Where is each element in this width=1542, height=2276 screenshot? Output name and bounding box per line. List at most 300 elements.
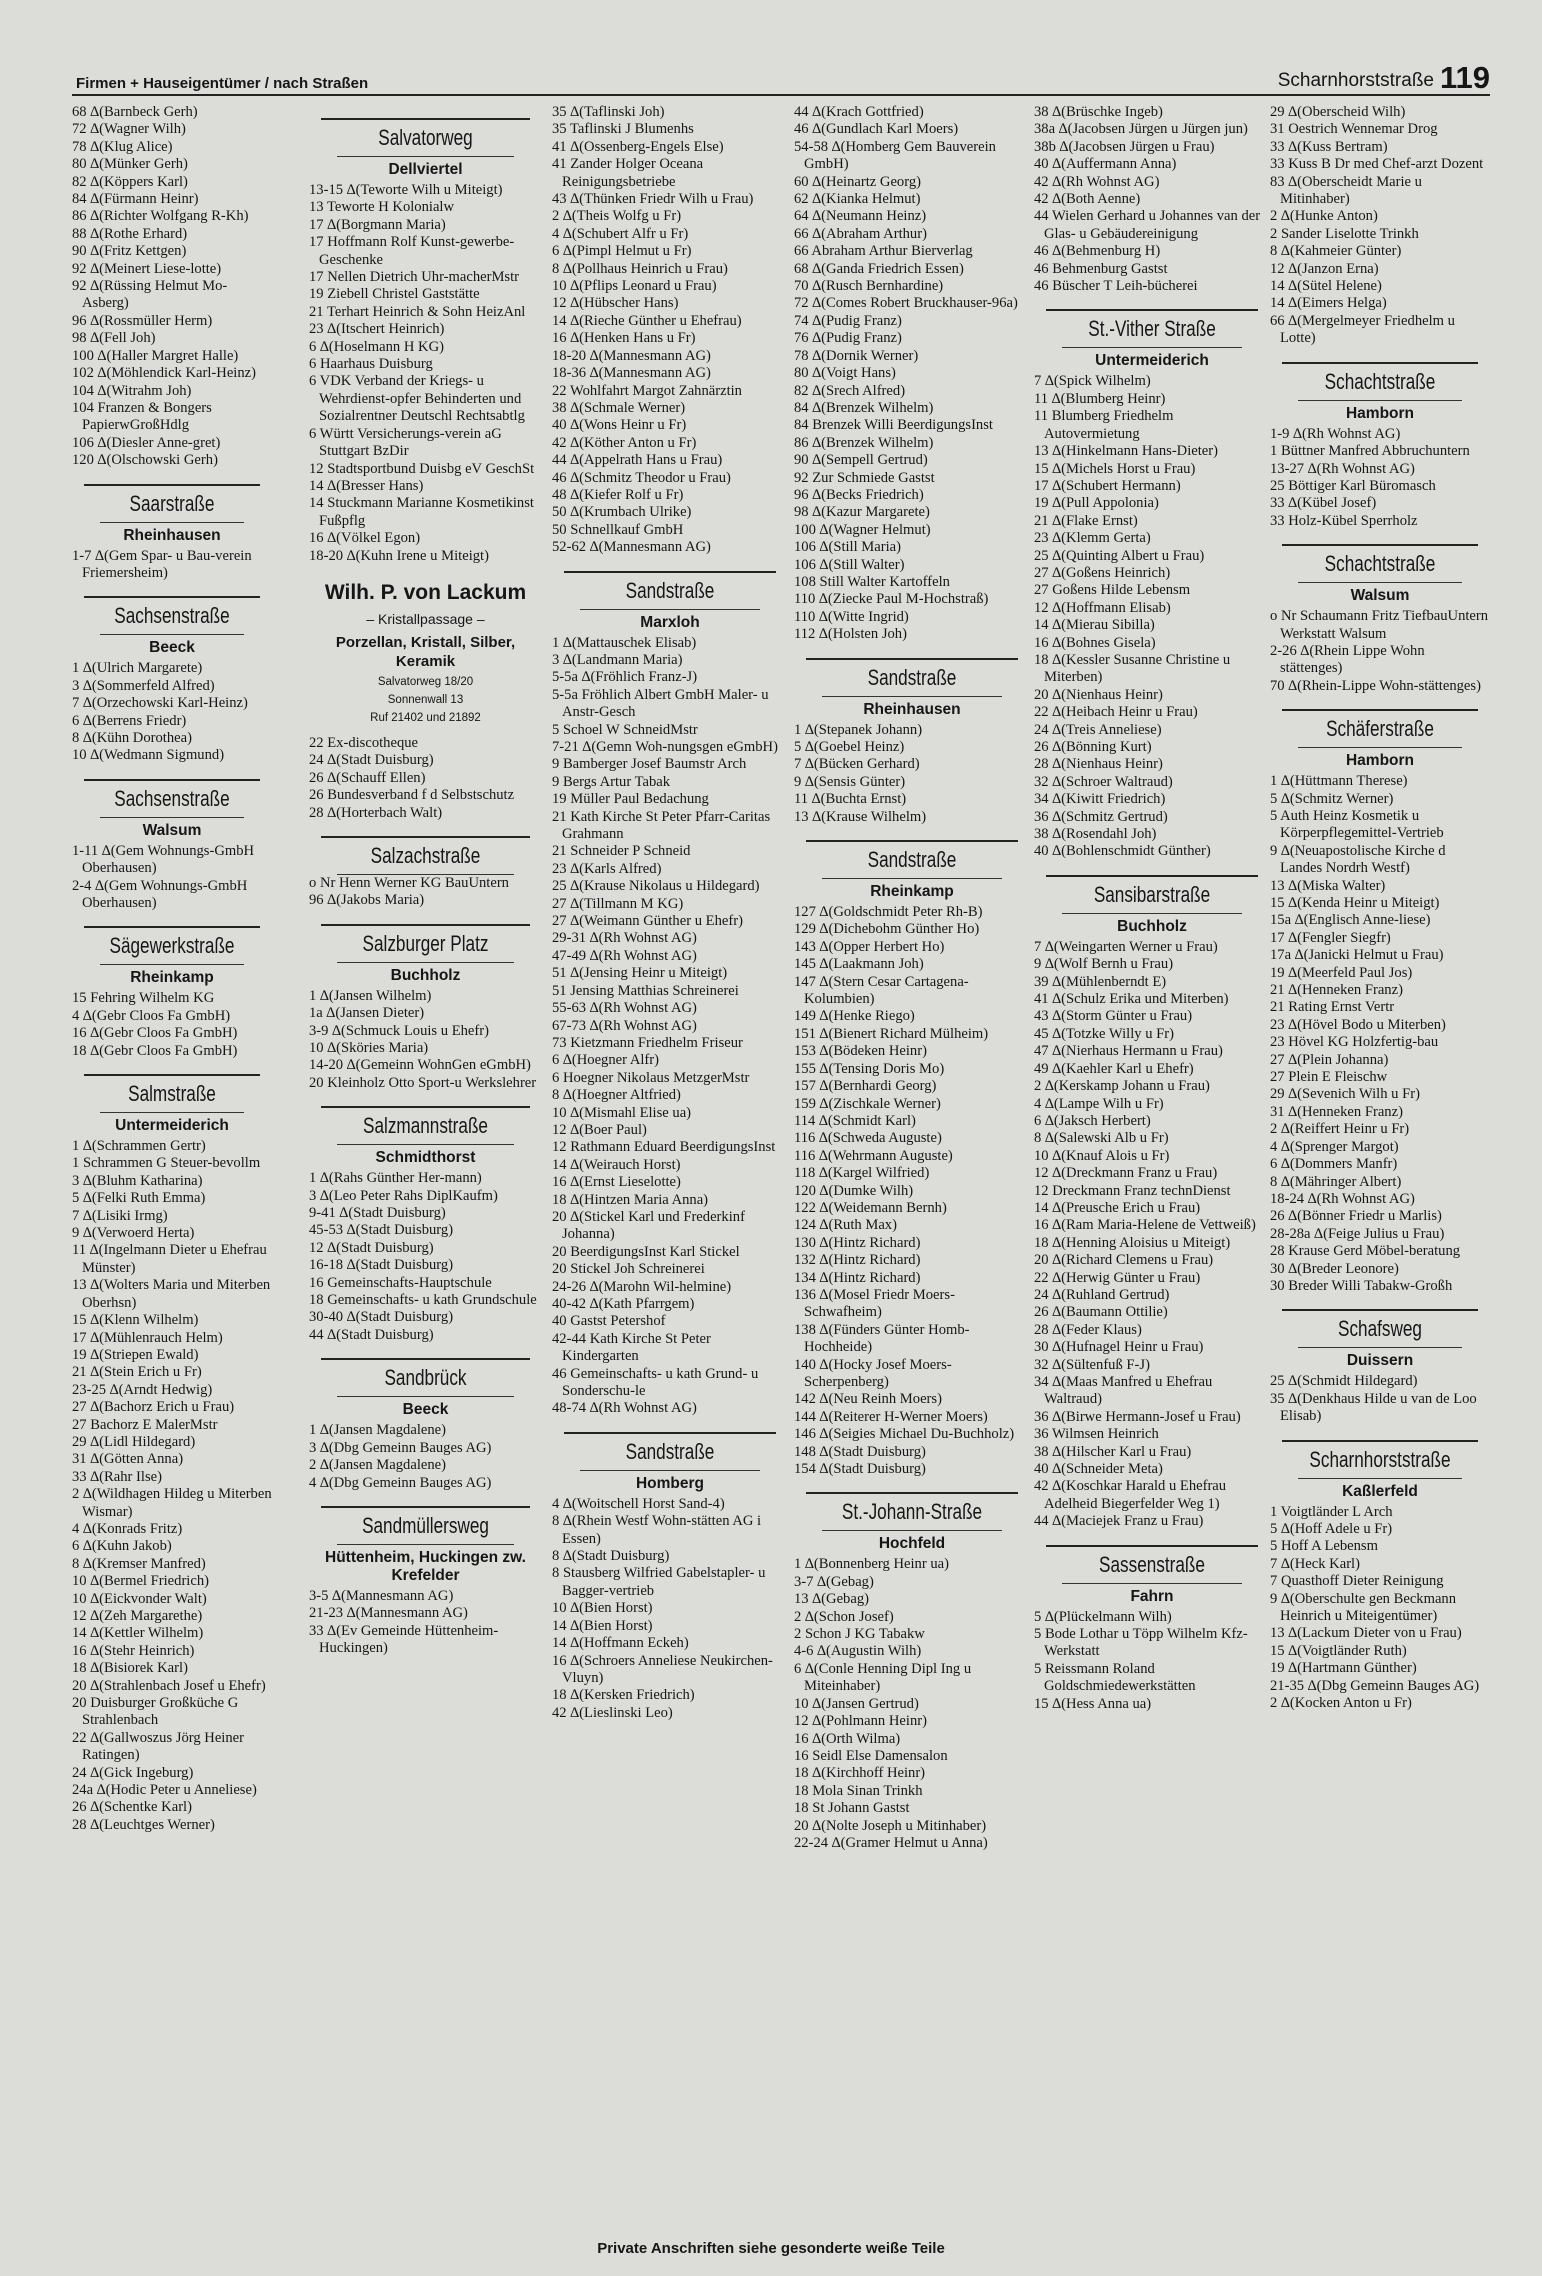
district-divider (822, 878, 1002, 879)
directory-entry: 46 ∆(Gundlach Karl Moers) (794, 121, 959, 138)
directory-entry: 28 ∆(Nienhaus Heinr) (1034, 756, 1163, 773)
district-heading: Fahrn (1130, 1587, 1174, 1605)
directory-entry: 18-24 ∆(Rh Wohnst AG) (1270, 1190, 1415, 1207)
directory-entry: 3-9 ∆(Schmuck Louis u Ehefr) (309, 1022, 489, 1039)
directory-entry: 16-18 ∆(Stadt Duisburg) (309, 1257, 454, 1274)
directory-entry: 148 ∆(Stadt Duisburg) (794, 1443, 926, 1460)
directory-entry: 66 Abraham Arthur Bierverlag (794, 243, 973, 260)
street-divider (84, 1074, 260, 1076)
directory-entry: 27 ∆(Tillmann M KG) (552, 895, 684, 912)
directory-entry: 11 ∆(Ingelmann Dieter u Ehefrau Münster) (72, 1242, 267, 1276)
directory-entry: o Nr Schaumann Fritz TiefbauUntern Werkstatt Walsum (1270, 608, 1489, 642)
directory-entry: 5 ∆(Schmitz Werner) (1270, 790, 1394, 807)
directory-entry: 45 ∆(Totzke Willy u Fr) (1034, 1025, 1174, 1042)
directory-entry: 17 ∆(Fengler Siegfr) (1270, 929, 1391, 946)
directory-entry: 14 ∆(Preusche Erich u Frau) (1034, 1199, 1201, 1216)
column-6 (1270, 104, 1490, 2240)
district-divider (100, 634, 244, 635)
header-section-title: Firmen + Hauseigentümer / nach Straßen (76, 75, 369, 92)
directory-entry: 145 ∆(Laakmann Joh) (794, 956, 924, 973)
directory-entry: 22 ∆(Gallwoszus Jörg Heiner Ratingen) (72, 1729, 244, 1764)
directory-entry: 155 ∆(Tensing Doris Mo) (794, 1060, 945, 1077)
directory-entry: 27 ∆(Goßens Heinrich) (1034, 564, 1171, 581)
directory-entry: 13 ∆(Krause Wilhelm) (794, 808, 927, 825)
directory-entry: 3-5 ∆(Mannesmann AG) (309, 1587, 454, 1604)
district-heading: Walsum (142, 821, 202, 839)
directory-entry: 14 ∆(Bresser Hans) (309, 477, 424, 494)
directory-entry: 84 Brenzek Willi BeerdigungsInst (794, 417, 993, 434)
directory-entry: 23 ∆(Karls Alfred) (552, 860, 662, 877)
directory-entry: 14 ∆(Weirauch Horst) (552, 1156, 681, 1173)
directory-entry: 54-58 ∆(Homberg Gem Bauverein GmbH) (794, 138, 996, 173)
directory-entry: 19 ∆(Striepen Ewald) (72, 1346, 199, 1363)
directory-entry: 102 ∆(Möhlendick Karl-Heinz) (72, 365, 256, 382)
directory-entry: 38 ∆(Schmale Werner) (552, 399, 686, 416)
directory-entry: 82 ∆(Köppers Karl) (72, 173, 188, 190)
advertisement (309, 581, 542, 725)
directory-entry: 60 ∆(Heinartz Georg) (794, 173, 921, 190)
directory-entry: 6 Württ Versicherungs-verein aG Stuttgart BzDir (309, 425, 502, 460)
directory-entry: 44 ∆(Maciejek Franz u Frau) (1034, 1513, 1204, 1530)
directory-entry: 44 ∆(Appelrath Hans u Frau) (552, 452, 723, 469)
district-divider (337, 1144, 514, 1145)
directory-entry: 49 ∆(Kaehler Karl u Ehefr) (1034, 1060, 1194, 1077)
district-heading: Rheinhausen (863, 700, 961, 718)
directory-entry: 6 ∆(Hoselmann H KG) (309, 338, 444, 355)
directory-entry: 33 ∆(Kuss Bertram) (1270, 138, 1388, 155)
directory-entry: 12 Rathmann Eduard BeerdigungsInst (552, 1139, 776, 1156)
directory-entry: 41 ∆(Schulz Erika und Miterben) (1034, 991, 1229, 1008)
directory-entry: 18-20 ∆(Kuhn Irene u Miteigt) (309, 547, 489, 564)
directory-entry: 124 ∆(Ruth Max) (794, 1217, 897, 1234)
street-divider (1046, 875, 1258, 877)
directory-entry: 29 ∆(Lidl Hildegard) (72, 1433, 196, 1450)
directory-entry: 18 St Johann Gastst (794, 1800, 910, 1817)
directory-entry: 4 ∆(Konrads Fritz) (72, 1520, 183, 1537)
directory-entry: 78 ∆(Dornik Werner) (794, 347, 919, 364)
directory-entry: 18 Mola Sinan Trinkh (794, 1782, 923, 1799)
district-heading: Kaßlerfeld (1342, 1482, 1418, 1500)
directory-entry: 21 Kath Kirche St Peter Pfarr-Caritas Grahmann (552, 808, 771, 843)
directory-entry: 2 ∆(Kerskamp Johann u Frau) (1034, 1078, 1210, 1095)
directory-entry: 62 ∆(Kianka Helmut) (794, 191, 921, 208)
district-heading: Beeck (149, 639, 195, 657)
ad-wares: Porzellan, Kristall, Silber, Keramik (335, 633, 516, 670)
directory-entry: 6 ∆(Berrens Friedr) (72, 712, 187, 729)
directory-entry: 42 ∆(Koschkar Harald u Ehefrau Adelheid Biegerfelder Weg 1) (1034, 1478, 1227, 1512)
directory-entry: 10 ∆(Bien Horst) (552, 1600, 653, 1617)
directory-entry: 153 ∆(Bödeken Heinr) (794, 1043, 927, 1060)
directory-entry: 15a ∆(Englisch Anne-liese) (1270, 912, 1431, 929)
street-heading: Sassenstraße (1099, 1551, 1205, 1577)
directory-entry: 46 ∆(Schmitz Theodor u Frau) (552, 469, 731, 486)
directory-entry: 21 Rating Ernst Vertr (1270, 999, 1395, 1016)
directory-entry: 22 Ex-discotheque (309, 734, 419, 751)
directory-entry: 18 ∆(Gebr Cloos Fa GmbH) (72, 1042, 238, 1059)
street-heading: Sansibarstraße (1093, 881, 1211, 907)
directory-entry: 1-7 ∆(Gem Spar- u Bau-verein Friemersheim) (72, 547, 252, 581)
directory-entry: 76 ∆(Pudig Franz) (794, 330, 902, 347)
district-heading: Rheinkamp (870, 883, 954, 901)
directory-entry: 19 Müller Paul Bedachung (552, 791, 709, 808)
directory-entry: 20 ∆(Nolte Joseph u Mitinhaber) (794, 1817, 987, 1834)
directory-entry: 28-28a ∆(Feige Julius u Frau) (1270, 1225, 1445, 1242)
directory-entry: 33 ∆(Rahr Ilse) (72, 1468, 162, 1485)
directory-entry: 90 ∆(Fritz Kettgen) (72, 243, 187, 260)
directory-entry: 8 ∆(Salewski Alb u Fr) (1034, 1130, 1169, 1147)
directory-entry: 20 Duisburger Großküche G Strahlenbach (72, 1695, 239, 1729)
directory-entry: 13 ∆(Lackum Dieter von u Frau) (1270, 1625, 1462, 1642)
directory-entry: 106 ∆(Still Maria) (794, 539, 902, 556)
directory-entry: 11 ∆(Blumberg Heinr) (1034, 390, 1166, 407)
directory-entry: 15 ∆(Klenn Wilhelm) (72, 1312, 199, 1329)
directory-entry: 20 ∆(Richard Clemens u Frau) (1034, 1252, 1214, 1269)
directory-entry: 42 ∆(Lieslinski Leo) (552, 1704, 673, 1721)
district-divider (580, 1470, 760, 1471)
directory-entry: 1 ∆(Rahs Günther Her-mann) (309, 1170, 482, 1187)
street-heading: Salzmannstraße (363, 1113, 488, 1139)
street-divider (84, 926, 260, 928)
directory-entry: 46 ∆(Behmenburg H) (1034, 243, 1161, 260)
directory-entry: 83 ∆(Oberscheidt Marie u Mitinhaber) (1270, 173, 1422, 208)
directory-entry: 20 BeerdigungsInst Karl Stickel (552, 1243, 740, 1260)
directory-entry: 27 Plein E Fleischw (1270, 1069, 1388, 1086)
directory-entry: 38 ∆(Hilscher Karl u Frau) (1034, 1443, 1192, 1460)
directory-entry: 2 ∆(Wildhagen Hildeg u Miterben Wismar) (72, 1486, 272, 1520)
directory-entry: 68 ∆(Barnbeck Gerh) (72, 104, 198, 120)
directory-entry: 20 Kleinholz Otto Sport-u Werkslehrer (309, 1074, 537, 1091)
directory-entry: 7 ∆(Lisiki Irmg) (72, 1207, 168, 1224)
directory-entry: 26 ∆(Bönner Friedr u Marlis) (1270, 1208, 1442, 1225)
directory-entry: 36 ∆(Birwe Hermann-Josef u Frau) (1034, 1408, 1241, 1425)
directory-entry: 20 ∆(Nienhaus Heinr) (1034, 686, 1163, 703)
directory-entry: 151 ∆(Bienert Richard Mülheim) (794, 1025, 989, 1042)
directory-entry: 13-27 ∆(Rh Wohnst AG) (1270, 460, 1415, 477)
district-heading: Untermeiderich (1095, 352, 1209, 370)
directory-entry: 16 ∆(Ram Maria-Helene de Vettweiß) (1034, 1217, 1256, 1234)
district-divider (337, 962, 514, 963)
directory-entry: 42 ∆(Both Aenne) (1034, 191, 1141, 208)
directory-entry: 1 ∆(Hüttmann Therese) (1270, 773, 1408, 790)
column-2 (309, 104, 542, 2240)
directory-entry: 6 ∆(Jaksch Herbert) (1034, 1112, 1151, 1129)
directory-entry: 122 ∆(Weidemann Bernh) (794, 1199, 947, 1216)
directory-entry: 27 ∆(Bachorz Erich u Frau) (72, 1399, 235, 1416)
directory-entry: 3 ∆(Leo Peter Rahs DiplKaufm) (309, 1187, 498, 1204)
directory-entry: 6 ∆(Dommers Manfr) (1270, 1156, 1398, 1173)
directory-entry: 18 ∆(Kersken Friedrich) (552, 1687, 695, 1704)
directory-entry: 27 ∆(Plein Johanna) (1270, 1051, 1389, 1068)
directory-entry: 9 ∆(Oberschulte gen Beckmann Heinrich u Miteigentümer) (1270, 1590, 1457, 1624)
directory-entry: 104 Franzen & Bongers PapierwGroßHdlg (72, 399, 212, 434)
directory-entry: 48 ∆(Kiefer Rolf u Fr) (552, 486, 684, 503)
street-divider (1282, 362, 1478, 364)
directory-entry: 159 ∆(Zischkale Werner) (794, 1095, 941, 1112)
street-heading: Sandstraße (867, 664, 957, 690)
directory-entry: 10 ∆(Mismahl Elise ua) (552, 1104, 692, 1121)
directory-entry: 149 ∆(Henke Riego) (794, 1008, 915, 1025)
directory-entry: 5 ∆(Plückelmann Wilh) (1034, 1608, 1172, 1625)
district-divider (100, 964, 244, 965)
street-heading: Schafsweg (1338, 1316, 1422, 1342)
street-divider (321, 1358, 530, 1360)
directory-entry: 13 Teworte H Kolonialw (309, 199, 455, 216)
directory-entry: 84 ∆(Brenzek Wilhelm) (794, 399, 934, 416)
directory-entry: 116 ∆(Wehrmann Auguste) (794, 1147, 953, 1164)
directory-entry: 2 ∆(Jansen Magdalene) (309, 1457, 446, 1474)
district-divider (1062, 1583, 1242, 1584)
directory-entry: 34 ∆(Maas Manfred u Ehefrau Waltraud) (1034, 1374, 1213, 1408)
directory-entry: 55-63 ∆(Rh Wohnst AG) (552, 1000, 697, 1017)
directory-entry: 18-36 ∆(Mannesmann AG) (552, 365, 711, 382)
directory-entry: 22 Wohlfahrt Margot Zahnärztin (552, 382, 742, 399)
directory-entry: 9 ∆(Wolf Bernh u Frau) (1034, 956, 1174, 973)
directory-entry: 2-26 ∆(Rhein Lippe Wohn stättenges) (1270, 642, 1425, 677)
street-divider (84, 779, 260, 781)
directory-entry: 19 ∆(Pull Appolonia) (1034, 495, 1159, 512)
directory-entry: 5 ∆(Goebel Heinz) (794, 739, 905, 755)
street-divider (564, 1432, 776, 1434)
directory-entry: 18 ∆(Bisiorek Karl) (72, 1660, 188, 1677)
directory-entry: 26 ∆(Bönning Kurt) (1034, 739, 1152, 755)
street-divider (1282, 709, 1478, 711)
directory-entry: 118 ∆(Kargel Wilfried) (794, 1165, 930, 1182)
directory-entry: 33 ∆(Kübel Josef) (1270, 495, 1377, 512)
directory-entry: 2 ∆(Hunke Anton) (1270, 208, 1378, 225)
directory-entry: 2-4 ∆(Gem Wohnungs-GmbH Oberhausen) (72, 877, 248, 911)
district-divider (337, 156, 514, 157)
directory-entry: 3 ∆(Bluhm Katharina) (72, 1172, 203, 1189)
directory-entry: 144 ∆(Reiterer H-Werner Moers) (794, 1408, 988, 1425)
directory-entry: 31 ∆(Götten Anna) (72, 1451, 184, 1468)
directory-entry: 33 ∆(Ev Gemeinde Hüttenheim-Huckingen) (309, 1622, 499, 1657)
directory-entry: 90 ∆(Sempell Gertrud) (794, 452, 928, 469)
directory-entry: 18 ∆(Kirchhoff Heinr) (794, 1765, 926, 1782)
directory-entry: 8 ∆(Kahmeier Günter) (1270, 243, 1402, 260)
directory-entry: 104 ∆(Witrahm Joh) (72, 382, 192, 399)
directory-entry: 3 ∆(Dbg Gemeinn Bauges AG) (309, 1439, 492, 1456)
directory-entry: 28 ∆(Horterbach Walt) (309, 804, 443, 821)
directory-entry: 20 ∆(Strahlenbach Josef u Ehefr) (72, 1677, 266, 1694)
directory-entry: 112 ∆(Holsten Joh) (794, 626, 907, 643)
directory-entry: 4 ∆(Schubert Alfr u Fr) (552, 225, 689, 242)
directory-entry: 16 ∆(Bohnes Gisela) (1034, 634, 1156, 651)
directory-entry: 43 ∆(Thünken Friedr Wilh u Frau) (552, 191, 754, 208)
directory-entry: 31 Oestrich Wennemar Drog (1270, 121, 1438, 138)
directory-entry: 86 ∆(Brenzek Wilhelm) (794, 434, 934, 451)
directory-entry: 46 Behmenburg Gastst (1034, 260, 1168, 277)
ad-passage: – Kristallpassage – (366, 610, 485, 627)
directory-entry: 146 ∆(Seigies Michael Du-Buchholz) (794, 1426, 1015, 1443)
directory-entry: 21 ∆(Flake Ernst) (1034, 512, 1138, 529)
district-heading: Dellviertel (388, 161, 463, 178)
directory-entry: 6 VDK Verband der Kriegs- u Wehrdienst-opfer Behinderten und Sozialrentner Deutschl Rechtsabtlg (309, 373, 525, 425)
header-street-name: Scharnhorststraße (1277, 70, 1434, 91)
directory-entry: 18 ∆(Kessler Susanne Christine u Miterben) (1034, 651, 1231, 686)
district-divider (337, 1544, 514, 1545)
directory-entry: 38 ∆(Rosendahl Joh) (1034, 826, 1157, 843)
directory-entry: 36 ∆(Schmitz Gertrud) (1034, 808, 1168, 825)
directory-entry: 7 ∆(Heck Karl) (1270, 1555, 1360, 1572)
district-divider (1298, 1478, 1462, 1479)
directory-entry: 21 Schneider P Schneid (552, 843, 691, 860)
directory-entry: 130 ∆(Hintz Richard) (794, 1234, 921, 1251)
directory-entry: 92 ∆(Meinert Liese-lotte) (72, 260, 222, 277)
directory-entry: 10 ∆(Pflips Leonard u Frau) (552, 278, 717, 295)
directory-entry: 23 ∆(Itschert Heinrich) (309, 321, 445, 338)
directory-entry: 40 ∆(Wons Heinr u Fr) (552, 417, 687, 434)
directory-entry: 10 ∆(Sköries Maria) (309, 1040, 429, 1056)
directory-entry: 39 ∆(Mühlenberndt E) (1034, 973, 1167, 990)
directory-entry: 29 ∆(Oberscheid Wilh) (1270, 104, 1406, 120)
directory-entry: 66 ∆(Mergelmeyer Friedhelm u Lotte) (1270, 312, 1455, 347)
directory-entry: 14 ∆(Eimers Helga) (1270, 295, 1387, 312)
district-heading: Schmidthorst (375, 1149, 476, 1167)
directory-entry: 17 ∆(Schubert Hermann) (1034, 477, 1181, 494)
directory-entry: 16 Seidl Else Damensalon (794, 1747, 948, 1764)
directory-entry: 5 Schoel W SchneidMstr (552, 721, 698, 738)
directory-entry: 138 ∆(Fünders Günter Homb-Hochheide) (794, 1321, 970, 1356)
directory-entry: 9 ∆(Sensis Günter) (794, 773, 906, 790)
directory-entry: 21-35 ∆(Dbg Gemeinn Bauges AG) (1270, 1677, 1480, 1694)
directory-entry: 12 ∆(Zeh Margarethe) (72, 1608, 203, 1624)
directory-entry: 24 ∆(Treis Anneliese) (1034, 721, 1162, 738)
directory-entry: 34 ∆(Kiwitt Friedrich) (1034, 791, 1166, 808)
street-divider (806, 658, 1018, 660)
district-divider (100, 1112, 244, 1113)
directory-entry: 92 Zur Schmiede Gastst (794, 469, 935, 486)
district-divider (1062, 913, 1242, 914)
directory-entry: 72 ∆(Comes Robert Bruckhauser-96a) (794, 295, 1018, 312)
directory-entry: 20 ∆(Stickel Karl und Frederkinf Johanna) (552, 1208, 745, 1243)
district-divider (822, 1530, 1002, 1531)
district-heading: Homberg (635, 1474, 705, 1492)
directory-entry: 86 ∆(Richter Wolfgang R-Kh) (72, 208, 249, 225)
directory-entry: 29 ∆(Sevenich Wilh u Fr) (1270, 1086, 1420, 1103)
directory-entry: 1 Voigtländer L Arch (1270, 1503, 1393, 1520)
street-heading: Schäferstraße (1326, 716, 1434, 742)
directory-entry: 13-15 ∆(Teworte Wilh u Miteigt) (309, 182, 503, 198)
directory-entry: 2 ∆(Schon Josef) (794, 1608, 894, 1625)
directory-entry: 127 ∆(Goldschmidt Peter Rh-B) (794, 904, 983, 921)
directory-entry: 11 ∆(Buchta Ernst) (794, 791, 907, 808)
directory-entry: 12 Stadtsportbund Duisbg eV GeschSt (309, 460, 535, 477)
directory-entry: 13 ∆(Gebag) (794, 1591, 869, 1608)
directory-entry: 1 ∆(Mattauschek Elisab) (552, 634, 697, 651)
directory-entry: 140 ∆(Hocky Josef Moers-Scherpenberg) (794, 1356, 952, 1390)
directory-entry: 24 ∆(Stadt Duisburg) (309, 752, 434, 769)
directory-entry: 5 Auth Heinz Kosmetik u Körperpflegemittel-Vertrieb (1270, 807, 1444, 842)
directory-entry: 143 ∆(Opper Herbert Ho) (794, 938, 945, 955)
district-heading: Hochfeld (878, 1535, 946, 1553)
directory-entry: 1a ∆(Jansen Dieter) (309, 1005, 425, 1022)
district-divider (822, 696, 1002, 697)
ad-address: Sonnenwall 13 (387, 693, 464, 706)
directory-entry: 108 Still Walter Kartoffeln (794, 573, 950, 590)
street-divider (806, 840, 1018, 842)
directory-entry: 10 ∆(Wedmann Sigmund) (72, 747, 225, 764)
district-heading: Buchholz (390, 966, 461, 984)
directory-entry: 12 ∆(Pohlmann Heinr) (794, 1713, 927, 1730)
district-divider (100, 522, 244, 523)
directory-entry: 26 ∆(Schauff Ellen) (309, 769, 426, 786)
directory-entry: 43 ∆(Storm Günter u Frau) (1034, 1008, 1193, 1025)
directory-entry: 51 ∆(Jensing Heinr u Miteigt) (552, 965, 728, 982)
directory-entry: 142 ∆(Neu Reinh Moers) (794, 1391, 942, 1408)
directory-entry: 16 ∆(Schroers Anneliese Neukirchen-Vluyn) (552, 1652, 773, 1686)
district-heading: Marxloh (640, 613, 700, 631)
directory-entry: 50 ∆(Krumbach Ulrike) (552, 504, 692, 521)
street-divider (321, 1106, 530, 1108)
street-heading: Sachsenstraße (114, 785, 230, 811)
directory-entry: 38 ∆(Brüschke Ingeb) (1034, 104, 1163, 120)
directory-entry: 67-73 ∆(Rh Wohnst AG) (552, 1017, 697, 1034)
directory-entry: 72 ∆(Wagner Wilh) (72, 121, 186, 138)
directory-entry: 92 ∆(Rüssing Helmut Mo-Asberg) (72, 278, 228, 312)
directory-entry: 7 ∆(Spick Wilhelm) (1034, 373, 1151, 390)
directory-entry: 1 ∆(Schrammen Gertr) (72, 1138, 206, 1155)
directory-entry: 9 Bamberger Josef Baumstr Arch (552, 756, 747, 773)
directory-entry: 23 ∆(Klemm Gerta) (1034, 530, 1151, 547)
directory-entry: 18 ∆(Henning Aloisius u Miteigt) (1034, 1234, 1231, 1251)
street-heading: Sandstraße (867, 847, 957, 873)
directory-entry: 15 Fehring Wilhelm KG (72, 990, 215, 1007)
directory-entry: 22 ∆(Herwig Günter u Frau) (1034, 1269, 1201, 1286)
directory-entry: 120 ∆(Olschowski Gerh) (72, 452, 218, 469)
directory-entry: 9-41 ∆(Stadt Duisburg) (309, 1205, 446, 1222)
directory-entry: 14 ∆(Kettler Wilhelm) (72, 1625, 204, 1642)
directory-entry: 132 ∆(Hintz Richard) (794, 1252, 921, 1269)
directory-entry: 12 ∆(Stadt Duisburg) (309, 1239, 434, 1256)
directory-entry: 68 ∆(Ganda Friedrich Essen) (794, 260, 964, 277)
column-3 (552, 104, 788, 2240)
directory-entry: 5-5a ∆(Fröhlich Franz-J) (552, 669, 698, 686)
directory-entry: 25 Böttiger Karl Büromasch (1270, 477, 1436, 494)
directory-entry: 40 ∆(Schneider Meta) (1034, 1461, 1163, 1478)
directory-entry: 1 ∆(Jansen Magdalene) (309, 1422, 446, 1439)
street-divider (1046, 309, 1258, 311)
directory-entry: 41 ∆(Ossenberg-Engels Else) (552, 138, 724, 155)
directory-entry: 35 ∆(Denkhaus Hilde u van de Loo Elisab) (1270, 1390, 1477, 1425)
directory-entry: 100 ∆(Haller Margret Halle) (72, 347, 239, 364)
directory-entry: 16 ∆(Stehr Heinrich) (72, 1642, 195, 1659)
directory-entry: 25 ∆(Schmidt Hildegard) (1270, 1373, 1418, 1390)
directory-entry: 30 ∆(Hufnagel Heinr u Frau) (1034, 1339, 1204, 1356)
directory-entry: 18 ∆(Hintzen Maria Anna) (552, 1191, 709, 1208)
directory-entry: 17a ∆(Janicki Helmut u Frau) (1270, 947, 1444, 964)
street-heading: Salvatorweg (378, 125, 473, 150)
directory-entry: 14 ∆(Mierau Sibilla) (1034, 617, 1155, 634)
directory-entry: 134 ∆(Hintz Richard) (794, 1269, 921, 1286)
directory-entry: 35 ∆(Taflinski Joh) (552, 104, 665, 120)
directory-entry: 70 ∆(Rhein-Lippe Wohn-stättenges) (1270, 677, 1481, 694)
column-4 (794, 104, 1030, 2240)
street-heading: Saarstraße (129, 490, 215, 516)
directory-entry: 24a ∆(Hodic Peter u Anneliese) (72, 1782, 257, 1799)
directory-entry: o Nr Henn Werner KG BauUntern (309, 874, 509, 891)
directory-entry: 96 ∆(Jakobs Maria) (309, 892, 425, 909)
directory-entry: 28 ∆(Feder Klaus) (1034, 1321, 1142, 1338)
directory-entry: 15 ∆(Kenda Heinr u Miteigt) (1270, 895, 1440, 911)
directory-entry: 18 Gemeinschafts- u kath Grundschule (309, 1292, 537, 1309)
district-divider (1298, 1347, 1462, 1348)
street-heading: Salzachstraße (370, 842, 481, 868)
directory-entry: 28 Krause Gerd Möbel-beratung (1270, 1243, 1461, 1260)
directory-entry: 44 ∆(Krach Gottfried) (794, 104, 924, 120)
directory-entry: 13 ∆(Wolters Maria und Miterben Oberhsn) (72, 1277, 271, 1311)
directory-entry: 120 ∆(Dumke Wilh) (794, 1182, 914, 1199)
street-divider (1282, 1309, 1478, 1311)
